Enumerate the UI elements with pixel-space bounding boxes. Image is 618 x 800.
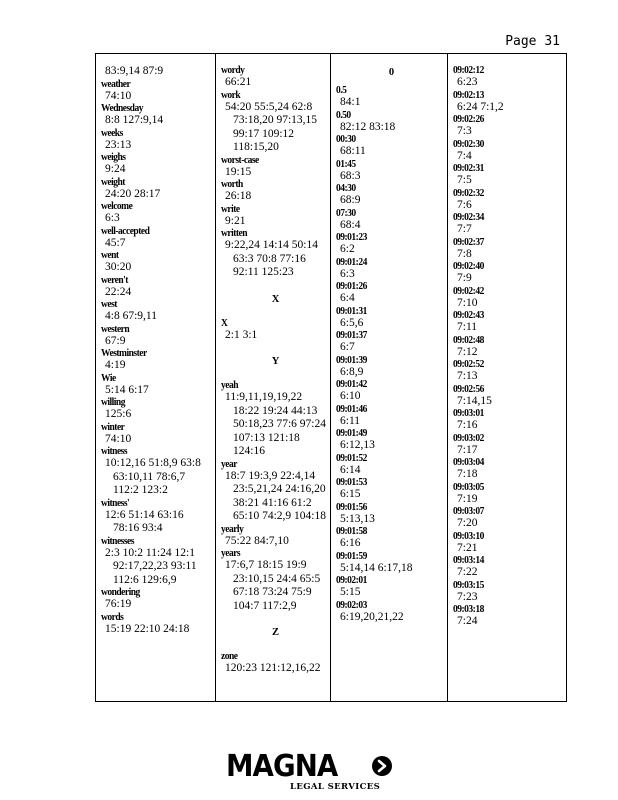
index-word: 09:03:02 [453,432,484,444]
index-entry [453,433,566,458]
page-line-reference: 6:3 [340,267,355,280]
index-word: Wednesday [101,103,143,115]
page-line-reference: 84:1 [340,96,361,108]
page-line-reference: 68:3 [340,169,361,182]
page-line-reference: 6:4 [340,292,355,304]
index-word: zone [221,651,238,663]
page-line-reference: 66:21 [225,76,252,88]
page-line-reference: 7:20 [457,517,478,529]
index-entry [336,453,447,478]
index-column-4 [447,54,566,701]
logo-wordmark: MAGNA [226,749,338,784]
page-line-reference: 63:3 70:8 77:16 [233,252,306,265]
index-word: worst-case [221,154,259,166]
page-line-reference: 7:21 [457,541,478,554]
page-line-reference: 15:19 22:10 24:18 [105,622,190,635]
page-line-reference: 76:19 [105,598,132,610]
page-line-reference: 54:20 55:5,24 62:8 [225,100,313,113]
index-word: 0.5 [336,85,347,97]
index-entry [453,531,566,556]
index-entry [336,183,447,208]
page-line-reference: 5:14 6:17 [105,383,149,396]
index-entry [336,330,447,355]
index-entry [101,612,215,637]
index-entry [336,551,447,576]
page-line-reference: 125:6 [105,408,132,420]
index-entry [101,65,215,79]
index-word: weight [101,176,125,188]
index-entry [336,477,447,502]
page-line-reference: 63:10,11 78:6,7 [113,470,186,483]
section-heading: X [271,293,280,305]
index-word: 09:02:52 [453,359,484,371]
page-line-reference: 23:5,21,24 24:16,20 [233,483,326,495]
page-line-reference: 18:7 19:3,9 22:4,14 [225,469,316,482]
index-word: witnesses [101,535,134,547]
index-word: 09:02:37 [453,236,484,248]
index-entry [336,281,447,306]
index-word: 09:02:34 [453,212,484,224]
page-line-reference: 6:16 [340,537,361,549]
index-word: worth [221,179,243,191]
index-word: 09:02:12 [453,65,484,77]
index-word: work [221,89,241,101]
index-word: 09:01:56 [336,501,367,513]
index-word: 09:02:13 [453,89,484,101]
page-line-reference: 7:3 [457,125,472,137]
page-line-reference: 6:12,13 [340,439,375,451]
section-heading: Z [271,627,279,638]
page-line-reference: 68:11 [340,145,366,157]
index-word: 09:02:30 [453,138,484,150]
index-entry [101,324,215,349]
page-line-reference: 7:23 [457,590,478,603]
index-entry [336,355,447,380]
index-entry [101,587,215,612]
index-word: 09:02:03 [336,599,367,611]
page-line-reference: 7:5 [457,174,472,186]
page-line-reference: 124:16 [233,445,265,457]
page-line-reference: 30:20 [105,261,132,273]
index-column-3 [330,54,447,701]
index-word: year [221,458,237,470]
index-word: 09:03:07 [453,506,484,518]
index-entry [221,155,330,180]
index-entry [101,397,215,422]
index-word: written [221,228,248,240]
index-word: 09:03:14 [453,555,484,567]
page-line-reference: 5:14,14 6:17,18 [340,561,413,574]
index-word: western [101,323,130,335]
page-line-reference: 10:12,16 51:8,9 63:8 [105,457,201,469]
page-line-reference: 17:6,7 18:15 19:9 [225,559,307,571]
index-word: 09:03:04 [453,457,484,469]
index-entry [453,261,566,286]
index-word: 09:02:43 [453,310,484,322]
index-entry [453,65,566,90]
page-line-reference: 38:21 41:16 61:2 [233,496,312,509]
page-line-reference: 2:3 10:2 11:24 12:1 [105,546,195,559]
index-word: wondering [101,587,140,599]
page-line-reference: 7:18 [457,468,478,480]
index-word: winter [101,421,125,433]
index-word: 09:03:15 [453,579,484,591]
page-line-reference: 6:15 [340,488,361,500]
page-line-reference: 104:7 117:2,9 [233,599,297,612]
index-entry [221,380,330,459]
index-entry [336,404,447,429]
index-word: 09:01:39 [336,354,367,366]
index-entry [336,306,447,331]
page-line-reference: 7:14,15 [457,394,492,407]
page-line-reference: 7:17 [457,443,478,456]
page-line-reference: 8:8 127:9,14 [105,114,164,126]
index-word: write [221,203,240,215]
page-line-reference: 68:4 [340,218,361,231]
page-line-reference: 112:6 129:6,9 [113,573,177,586]
page-line-reference: 26:18 [225,190,252,202]
page-line-reference: 7:13 [457,370,478,382]
page-line-reference: 67:18 73:24 75:9 [233,586,312,598]
page-line-reference: 7:10 [457,296,478,309]
index-word: 09:02:56 [453,383,484,395]
index-word: 09:02:32 [453,187,484,199]
index-word: yeah [221,380,238,392]
section-heading: Y [271,356,280,367]
index-entry [453,555,566,580]
section-heading: 0 [388,67,395,78]
page-line-reference: 6:23 [457,76,478,88]
page-line-reference: 7:9 [457,272,472,284]
index-entry [336,575,447,600]
index-word: 09:03:05 [453,481,484,493]
page-line-reference: 6:7 [340,341,355,353]
index-word: 09:01:58 [336,526,367,538]
index-word: Westminster [101,348,147,360]
page-line-reference: 4:8 67:9,11 [105,310,157,322]
index-entry [453,408,566,433]
page-line-reference: 6:2 [340,243,355,255]
index-entry [221,318,330,343]
page-line-reference: 112:2 123:2 [113,484,168,496]
index-word: 09:01:53 [336,477,367,489]
index-word: 09:02:40 [453,261,484,273]
page-line-reference: 12:6 51:14 63:16 [105,508,184,521]
index-entry [453,457,566,482]
index-word: 09:01:52 [336,452,367,464]
index-column-1 [96,54,215,701]
index-entry [221,548,330,613]
index-entry [453,90,566,115]
index-entry [336,232,447,257]
page-line-reference: 74:10 [105,432,132,445]
index-entry [336,526,447,551]
page-line-reference: 75:22 84:7,10 [225,534,289,547]
index-word: west [101,299,117,311]
index-entry [101,348,215,373]
page-line-reference: 120:23 121:12,16,22 [225,662,321,674]
logo-subtext: LEGAL SERVICES [290,782,381,792]
index-entry [101,422,215,447]
index-word: 09:03:18 [453,604,484,616]
index-entry [453,286,566,311]
page-line-reference: 9:24 [105,163,126,175]
page-line-reference: 7:8 [457,247,472,260]
index-entry [453,580,566,605]
index-word: weather [101,78,131,90]
page-line-reference: 78:16 93:4 [113,522,163,534]
index-word: 09:02:48 [453,334,484,346]
index-word: yearly [221,523,244,535]
page-number: Page 31 [505,34,560,49]
page-line-reference: 4:19 [105,359,126,371]
index-entry [453,188,566,213]
index-entry [101,536,215,588]
page-line-reference: 7:12 [457,345,478,358]
page-line-reference: 24:20 28:17 [105,187,161,200]
index-entry [101,250,215,275]
index-entry [101,128,215,153]
index-entry [336,502,447,527]
index-word: 09:01:24 [336,256,367,268]
index-entry [336,134,447,159]
index-entry [453,237,566,262]
page-line-reference: 7:22 [457,566,478,578]
index-word: welcome [101,201,133,213]
index-word: witness [101,446,128,458]
index-word: went [101,250,119,262]
page-line-reference: 7:6 [457,198,472,211]
page-line-reference: 67:9 [105,334,126,347]
page-line-reference: 7:4 [457,149,472,162]
index-word: witness' [101,497,130,509]
page-line-reference: 6:3 [105,212,120,224]
index-column-2 [215,54,330,701]
index-word: willing [101,397,125,409]
magna-logo [226,749,396,796]
index-entry [221,228,330,280]
page-line-reference: 6:19,20,21,22 [340,610,404,623]
index-entry [453,359,566,384]
page-line-reference: 7:16 [457,419,478,431]
index-entry [453,310,566,335]
index-entry [101,79,215,104]
index-word: weren't [101,274,128,286]
index-entry [221,65,330,90]
index-entry [336,208,447,233]
page-line-reference: 5:13,13 [340,512,375,525]
index-word: 09:03:01 [453,408,484,420]
index-word: 04:30 [336,183,356,195]
index-entry [453,335,566,360]
index-word: 09:02:01 [336,575,367,587]
page-line-reference: 92:11 125:23 [233,266,294,278]
index-entry [221,651,330,676]
page-line-reference: 6:11 [340,414,361,427]
page-line-reference: 73:18,20 97:13,15 [233,114,318,126]
index-entry [221,90,330,155]
index-entry [101,275,215,300]
page-line-reference: 23:10,15 24:4 65:5 [233,572,321,585]
page-line-reference: 19:15 [225,165,252,178]
index-word: 07:30 [336,207,356,219]
index-word: 09:01:49 [336,428,367,440]
word-index-table [95,53,567,702]
page-line-reference: 83:9,14 87:9 [105,65,164,77]
index-word: 09:03:10 [453,530,484,542]
page-line-reference: 7:7 [457,223,472,235]
index-entry [101,201,215,226]
index-word: 0.50 [336,109,351,121]
page-line-reference: 99:17 109:12 [233,127,295,140]
page-line-reference: 7:11 [457,321,478,333]
page-line-reference: 68:9 [340,194,361,206]
page-line-reference: 6:24 7:1,2 [457,100,504,113]
index-word: 09:01:26 [336,281,367,293]
page-line-reference: 107:13 121:18 [233,431,300,444]
page-line-reference: 11:9,11,19,19,22 [225,391,303,403]
index-word: 09:01:31 [336,305,367,317]
page-line-reference: 2:1 3:1 [225,328,258,341]
index-entry [336,379,447,404]
index-entry [221,459,330,524]
index-word: weeks [101,127,123,139]
index-word: Wie [101,372,116,384]
index-entry [453,139,566,164]
page-line-reference: 92:17,22,23 93:11 [113,560,197,572]
index-entry [453,212,566,237]
index-entry [453,482,566,507]
index-word: well-accepted [101,225,150,237]
index-word: 09:01:46 [336,403,367,415]
page-line-reference: 65:10 74:2,9 104:18 [233,510,326,522]
index-entry [336,110,447,135]
index-entry [101,226,215,251]
page-line-reference: 7:19 [457,492,478,505]
page-line-reference: 74:10 [105,89,132,102]
index-entry [336,159,447,184]
page-line-reference: 18:22 19:24 44:13 [233,404,318,417]
page-line-reference: 6:5,6 [340,316,364,329]
page-line-reference: 22:24 [105,285,132,298]
page-line-reference: 6:14 [340,463,361,476]
index-word: 09:02:31 [453,163,484,175]
page-line-reference: 45:7 [105,236,126,249]
index-word: 09:01:37 [336,330,367,342]
arrow-circle-icon [371,755,393,777]
index-entry [101,446,215,498]
index-entry [101,498,215,536]
index-word: weighs [101,152,126,164]
index-entry [453,604,566,629]
index-entry [453,114,566,139]
index-entry [101,152,215,177]
index-entry [221,179,330,204]
page-line-reference: 7:24 [457,615,478,627]
index-entry [453,384,566,409]
index-entry [336,600,447,625]
index-word: 00:30 [336,134,356,146]
index-entry [453,506,566,531]
index-entry [101,177,215,202]
index-word: 09:01:23 [336,232,367,244]
index-word: 09:02:42 [453,285,484,297]
index-entry [336,428,447,453]
page-line-reference: 82:12 83:18 [340,120,396,133]
index-word: 09:01:42 [336,379,367,391]
page-line-reference: 23:13 [105,138,132,151]
index-word: wordy [221,65,245,77]
index-word: years [221,548,241,560]
index-entry [221,524,330,549]
index-word: words [101,611,124,623]
page-line-reference: 9:21 [225,214,246,227]
index-word: 01:45 [336,158,356,170]
index-entry [101,103,215,128]
page-line-reference: 50:18,23 77:6 97:24 [233,418,326,430]
page-line-reference: 6:10 [340,390,361,402]
index-entry [101,299,215,324]
page-line-reference: 118:15,20 [233,141,279,153]
index-entry [221,204,330,229]
index-word: 09:01:59 [336,550,367,562]
index-entry [101,373,215,398]
index-word: 09:02:26 [453,114,484,126]
page-line-reference: 5:15 [340,586,361,598]
index-entry [336,257,447,282]
index-entry [336,85,447,110]
page-line-reference: 9:22,24 14:14 50:14 [225,239,318,251]
page-line-reference: 6:8,9 [340,365,364,378]
index-entry [453,163,566,188]
index-word: X [221,317,228,329]
